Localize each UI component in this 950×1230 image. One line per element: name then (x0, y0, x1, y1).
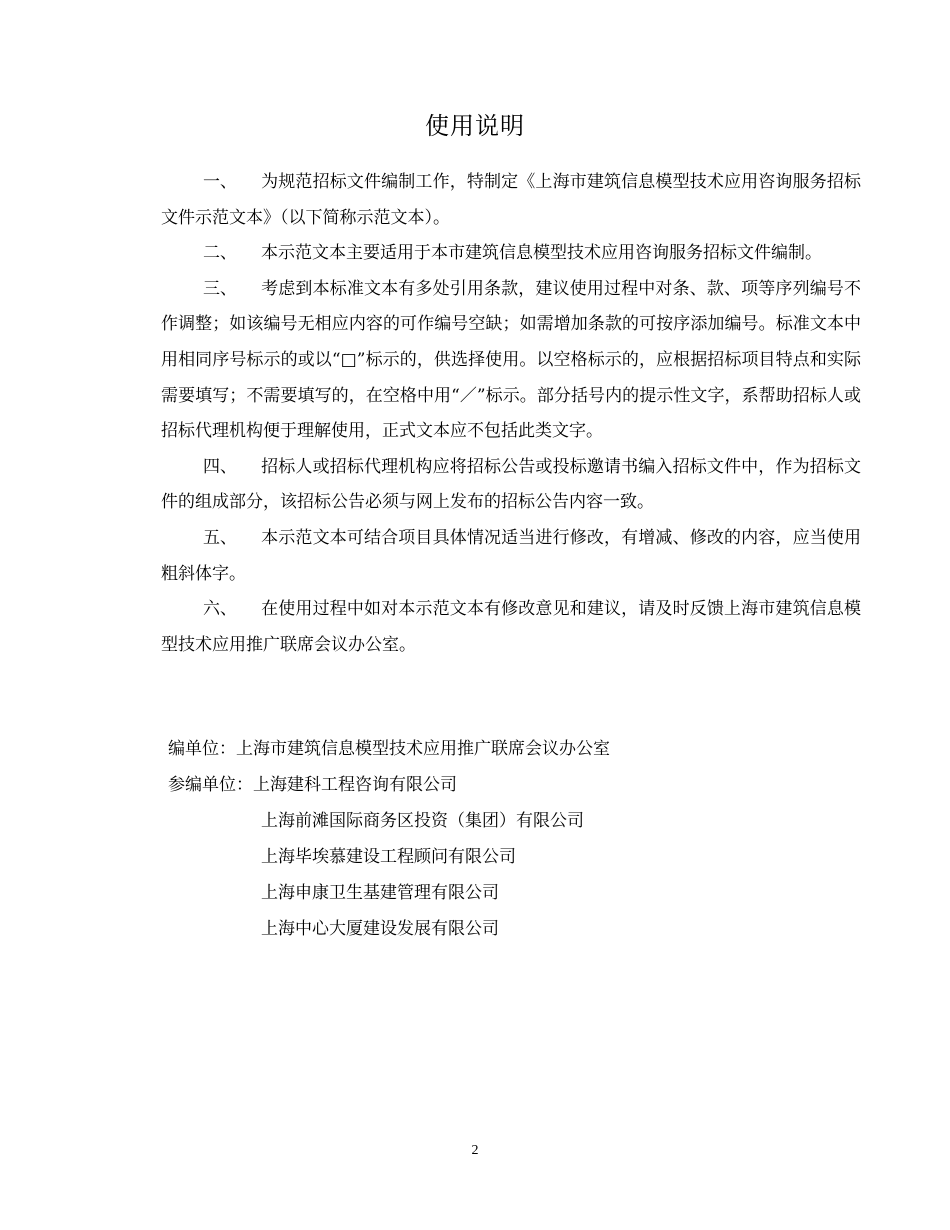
editor-line (168, 731, 868, 767)
co-editor-name: 上海建科工程咨询有限公司 (253, 775, 457, 795)
instruction-paragraph-4 (161, 450, 861, 521)
instruction-paragraph-5 (161, 521, 861, 592)
co-editor-name: 上海前滩国际商务区投资（集团）有限公司 (261, 811, 584, 831)
organizations-block (168, 731, 868, 947)
co-editor-name: 上海中心大厦建设发展有限公司 (261, 919, 499, 939)
paragraph-number: 一、 (203, 172, 237, 192)
paragraph-text: 为规范招标文件编制工作，特制定《上海市建筑信息模型技术应用咨询服务招标文件示范文本》（以下简称示范文本）。 (161, 172, 861, 228)
instructions-body (161, 165, 861, 663)
paragraph-number: 五、 (203, 527, 237, 548)
paragraph-text: 考虑到本标准文本有多处引用条款，建议使用过程中对条、款、项等序列编号不作调整；如该编号无相应内容的可作编号空缺；如需增加条款的可按序添加编号。标准文本中用相同序号标示的或以“□”标示的，供选择使用。以空格标示的，应根据招标项目特点和实际需要填写；不需要填写的，在空格中用“／”标示。部分括号内的提示性文字，系帮助招标人或招标代理机构便于理解使用，正式文本应不包括此类文字。 (161, 278, 861, 442)
paragraph-text: 在使用过程中如对本示范文本有修改意见和建议，请及时反馈上海市建筑信息模型技术应用推广联席会议办公室。 (161, 599, 861, 655)
editor-name: 上海市建筑信息模型技术应用推广联席会议办公室 (236, 739, 610, 759)
paragraph-number: 四、 (203, 456, 237, 477)
paragraph-text: 本示范文本主要适用于本市建筑信息模型技术应用咨询服务招标文件编制。 (261, 243, 822, 264)
paragraph-number: 六、 (203, 599, 237, 620)
paragraph-text: 招标人或招标代理机构应将招标公告或投标邀请书编入招标文件中，作为招标文件的组成部分，该招标公告必须与网上发布的招标公告内容一致。 (161, 456, 861, 513)
instruction-paragraph-3 (161, 272, 861, 450)
co-editor-line (168, 767, 868, 803)
paragraph-number: 三、 (203, 278, 237, 299)
co-editor-name: 上海毕埃慕建设工程顾问有限公司 (261, 847, 516, 867)
instruction-paragraph-1 (161, 165, 861, 236)
page-number: 2 (471, 1143, 479, 1158)
editor-label: 编单位： (168, 739, 236, 759)
instruction-paragraph-6 (161, 592, 861, 663)
page-title: 使用说明 (425, 112, 525, 140)
co-editor-label: 参编单位： (168, 775, 253, 795)
instruction-paragraph-2 (161, 236, 861, 272)
paragraph-text: 本示范文本可结合项目具体情况适当进行修改，有增减、修改的内容，应当使用粗斜体字。 (161, 527, 861, 584)
co-editor-name: 上海申康卫生基建管理有限公司 (261, 883, 499, 903)
paragraph-number: 二、 (203, 243, 237, 264)
